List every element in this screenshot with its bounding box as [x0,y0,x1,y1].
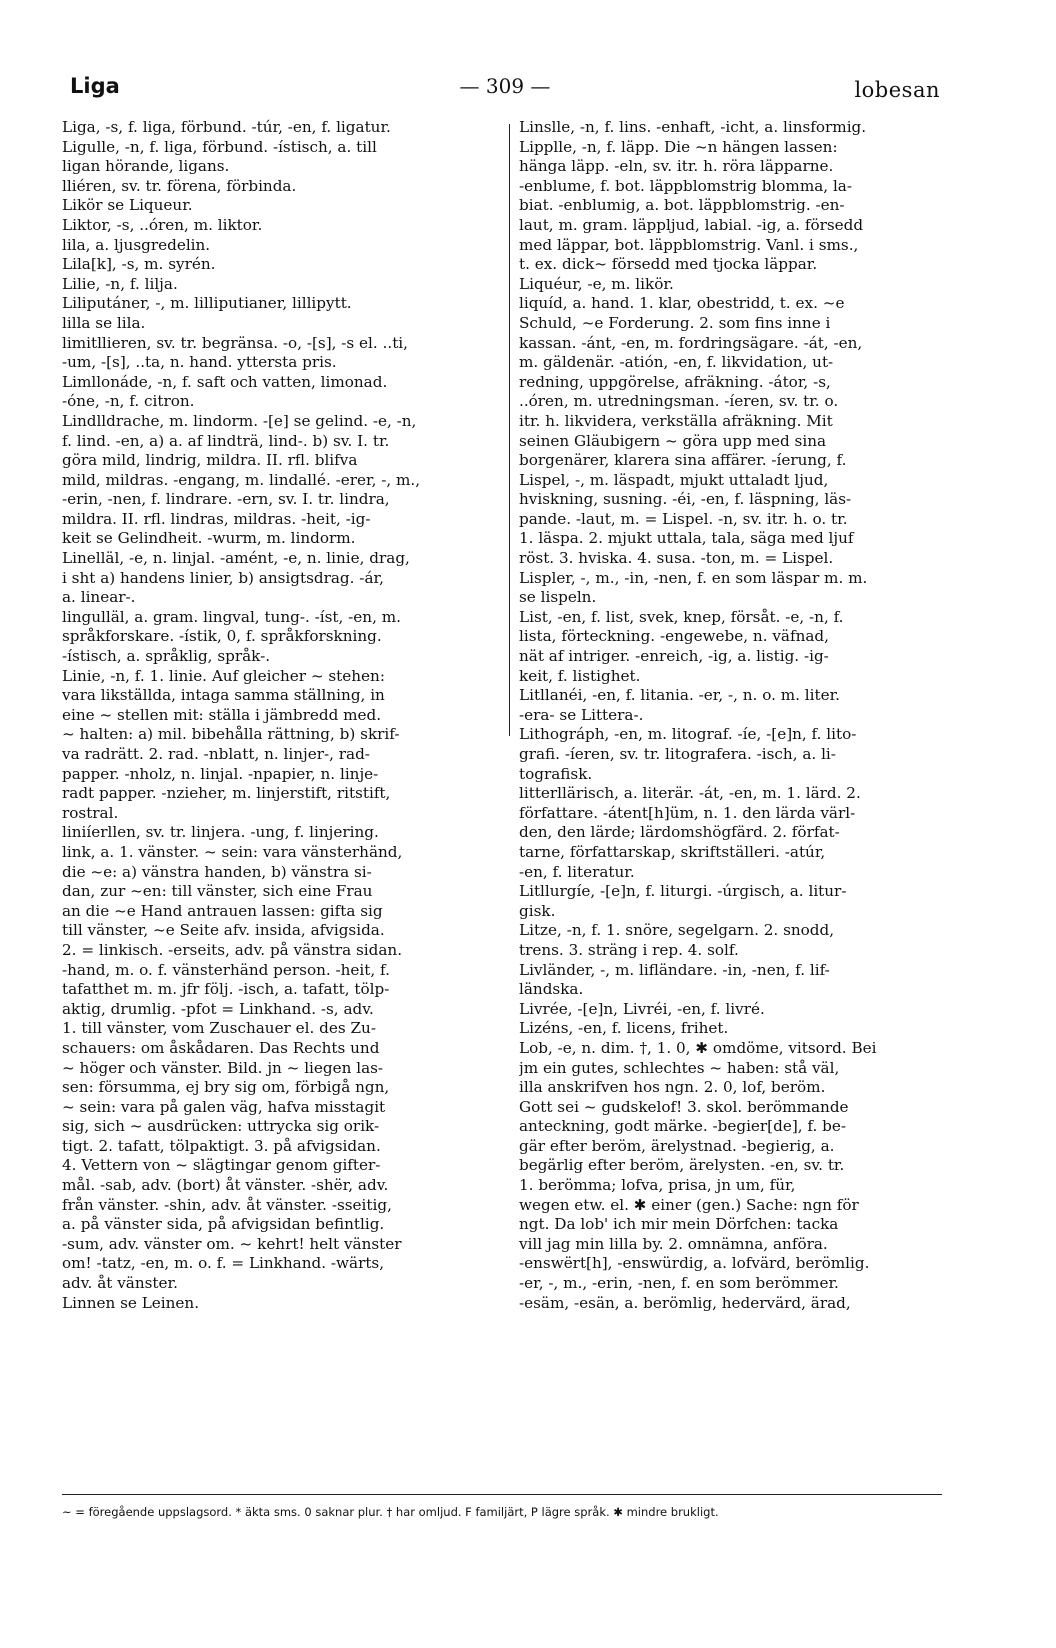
dictionary-line: ngt. Da lob' ich mir mein Dörfchen: tacka [519,1215,839,1234]
dictionary-line: Litllanéi, -en, f. litania. -er, -, n. o. m. liter. [519,686,841,705]
dictionary-line: m. gäldenär. -atión, -en, f. likvidation, ut- [519,353,834,372]
dictionary-line: tarne, författarskap, skriftställeri. -atúr, [519,842,826,861]
dictionary-line: språkforskare. -ístik, 0, f. språkforskning. [62,627,382,646]
dictionary-line: lilla se lila. [62,313,146,332]
dictionary-line: dan, zur ~en: till vänster, sich eine Frau [62,882,373,901]
dictionary-line: -er, -, m., -erin, -nen, f. en som berömmer. [519,1274,839,1293]
dictionary-line: papper. -nholz, n. linjal. -npapier, n. linje- [62,764,379,783]
dictionary-line: redning, uppgörelse, afräkning. -átor, -s, [519,372,831,391]
dictionary-line: Linslle, -n, f. lins. -enhaft, -icht, a. linsformig. [519,118,867,136]
footnote-legend: ~ = föregående uppslagsord. * äkta sms. 0 saknar plur. † har omljud. F familjärt, P lägre språk. ✱ mindre brukligt. [62,1505,719,1519]
dictionary-line: gär efter beröm, ärelystnad. -begierig, a. [519,1136,835,1155]
dictionary-line: Lithográph, -en, m. litograf. -íe, -[e]n, f. lito- [519,725,857,744]
dictionary-line: link, a. 1. vänster. ~ sein: vara vänsterhänd, [62,842,403,861]
dictionary-line: Limllonáde, -n, f. saft och vatten, limonad. [62,372,388,391]
dictionary-line: mildra. II. rfl. lindras, mildras. -heit, -ig- [62,509,371,528]
dictionary-line: Livländer, -, m. lifländare. -in, -nen, f. lif- [519,960,830,979]
dictionary-line: -sum, adv. vänster om. ~ kehrt! helt vänster [62,1234,402,1253]
dictionary-line: Lipplle, -n, f. läpp. Die ~n hängen lassen: [519,137,838,156]
dictionary-line: grafi. -íeren, sv. tr. litografera. -isch, a. li- [519,745,836,763]
dictionary-line: sen: försumma, ej bry sig om, förbigå ngn, [62,1078,390,1097]
dictionary-line: röst. 3. hviska. 4. susa. -ton, m. = Lispel. [519,549,834,568]
dictionary-line: ~ höger och vänster. Bild. jn ~ liegen las- [62,1058,384,1077]
dictionary-line: -enswërt[h], -enswürdig, a. lofvärd, berömlig. [519,1254,870,1273]
dictionary-line: Likör se Liqueur. [62,196,193,215]
dictionary-line: t. ex. dick~ försedd med tjocka läppar. [519,255,818,274]
dictionary-line: tigt. 2. tafatt, tölpaktigt. 3. på afvigsidan. [62,1136,381,1155]
dictionary-line: -óne, -n, f. citron. [62,392,195,411]
dictionary-line: -hand, m. o. f. vänsterhänd person. -heit, f. [62,960,390,979]
dictionary-line: begärlig efter beröm, ärelysten. -en, sv. tr. [519,1156,845,1175]
dictionary-line: anteckning, godt märke. -begier[de], f. be- [519,1117,846,1136]
dictionary-line: List, -en, f. list, svek, knep, försåt. -e, -n, f. [519,607,844,626]
dictionary-line: Litllurgíe, -[e]n, f. liturgi. -úrgisch, a. litur- [519,882,847,901]
dictionary-line: Lilie, -n, f. lilja. [62,274,178,293]
dictionary-line: limitllieren, sv. tr. begränsa. -o, -[s], -s el. ..ti, [62,333,408,352]
dictionary-line: lingulläl, a. gram. lingval, tung-. -íst, -en, m. [62,607,401,626]
dictionary-line: -um, -[s], ..ta, n. hand. yttersta pris. [62,353,337,372]
dictionary-line: trens. 3. sträng i rep. 4. solf. [519,940,739,959]
dictionary-line: laut, m. gram. läppljud, labial. -ig, a. försedd [519,215,864,234]
dictionary-line: Schuld, ~e Forderung. 2. som fins inne i [519,313,831,332]
header-guide-word-right: lobesan [854,78,940,102]
dictionary-line: mild, mildras. -engang, m. lindallé. -erer, -, m., [62,470,421,489]
dictionary-line: Lizéns, -en, f. licens, frihet. [519,1019,729,1038]
dictionary-line: rostral. [62,803,119,822]
dictionary-line: gisk. [519,901,556,920]
footnote-rule [62,1494,942,1495]
dictionary-line: seinen Gläubigern ~ göra upp med sina [519,431,827,450]
dictionary-line: -enblume, f. bot. läppblomstrig blomma, la- [519,176,852,195]
dictionary-line: med läppar, bot. läppblomstrig. Vanl. i sms., [519,235,859,254]
dictionary-line: mål. -sab, adv. (bort) åt vänster. -shër, adv. [62,1176,389,1195]
dictionary-line: 4. Vettern von ~ slägtingar genom gifter- [62,1156,381,1175]
dictionary-line: sig, sich ~ ausdrücken: uttrycka sig orik- [62,1117,380,1136]
dictionary-line: 1. till vänster, vom Zuschauer el. des Zu- [62,1019,376,1038]
dictionary-line: die ~e: a) vänstra handen, b) vänstra si- [62,862,372,881]
dictionary-line: från vänster. -shin, adv. åt vänster. -sseitig, [62,1195,392,1214]
dictionary-line: Livrée, -[e]n, Livréi, -en, f. livré. [519,999,765,1018]
dictionary-line: Linie, -n, f. 1. linie. Auf gleicher ~ stehen: [62,666,385,685]
dictionary-line: -era- se Littera-. [519,705,644,724]
dictionary-line: lista, förteckning. -engewebe, n. väfnad, [519,627,829,646]
dictionary-line: adv. åt vänster. [62,1274,178,1293]
dictionary-line: jm ein gutes, schlechtes ~ haben: stå väl, [519,1058,840,1077]
dictionary-line: Lila[k], -s, m. syrén. [62,255,216,274]
dictionary-line: illa anskrifven hos ngn. 2. 0, lof, beröm. [519,1078,826,1097]
dictionary-line: ligan hörande, ligans. [62,157,230,176]
dictionary-line: Linelläl, -e, n. linjal. -amént, -e, n. linie, drag, [62,549,410,568]
dictionary-line: liquíd, a. hand. 1. klar, obestridd, t. ex. ~e [519,294,845,313]
dictionary-line: lliéren, sv. tr. förena, förbinda. [62,176,297,195]
dictionary-line: se lispeln. [519,588,597,607]
dictionary-line: Lispler, -, m., -in, -nen, f. en som läspar m. m. [519,568,868,587]
dictionary-line: a. på vänster sida, på afvigsidan befintlig. [62,1215,385,1234]
dictionary-line: tografisk. [519,764,593,783]
dictionary-line: f. lind. -en, a) a. af lindträ, lind-. b) sv. I. tr. [62,431,390,450]
dictionary-line: radt papper. -nzieher, m. linjerstift, ritstift, [62,784,391,803]
dictionary-line: eine ~ stellen mit: ställa i jämbredd med. [62,705,382,724]
dictionary-line: ..óren, m. utredningsman. -íeren, sv. tr. o. [519,392,839,411]
dictionary-line: Lob, -e, n. dim. †, 1. 0, ✱ omdöme, vitsord. Bei [519,1038,877,1057]
dictionary-line: hänga läpp. -eln, sv. itr. h. röra läpparne. [519,157,834,176]
dictionary-line: itr. h. likvidera, verkställa afräkning. Mit [519,411,833,430]
dictionary-line: schauers: om åskådaren. Das Rechts und [62,1038,380,1057]
dictionary-line: Liliputáner, -, m. lilliputianer, lillipytt. [62,294,352,313]
dictionary-line: keit, f. listighet. [519,666,641,685]
dictionary-line: Litze, -n, f. 1. snöre, segelgarn. 2. snodd, [519,921,835,940]
dictionary-line: om! -tatz, -en, m. o. f. = Linkhand. -wärts, [62,1254,385,1273]
dictionary-line: Ligulle, -n, f. liga, förbund. -ístisch, a. till [62,137,377,156]
dictionary-line: till vänster, ~e Seite afv. insida, afvigsida. [62,921,385,940]
left-column [62,118,502,1313]
dictionary-line: pande. -laut, m. = Lispel. -n, sv. itr. h. o. tr. [519,509,848,528]
dictionary-line: ~ halten: a) mil. bibehålla rättning, b) skrif- [62,725,400,744]
dictionary-line: Linnen se Leinen. [62,1293,200,1312]
dictionary-line: an die ~e Hand antrauen lassen: gifta sig [62,901,383,920]
dictionary-line: ländska. [519,980,584,999]
dictionary-line: ~ sein: vara på galen väg, hafva misstagit [62,1097,386,1116]
right-column [519,118,945,1313]
dictionary-line: kassan. -ánt, -en, m. fordringsägare. -át, -en, [519,333,863,352]
dictionary-line: i sht a) handens linier, b) ansigtsdrag. -ár, [62,568,384,587]
dictionary-line: Lispel, -, m. läspadt, mjukt uttaladt ljud, [519,470,829,489]
dictionary-line: litterllärisch, a. literär. -át, -en, m. 1. lärd. 2. [519,784,861,803]
page-number: — 309 — [459,74,551,98]
dictionary-line: 2. = linkisch. -erseits, adv. på vänstra sidan. [62,940,403,959]
dictionary-line: -esäm, -esän, a. berömlig, hedervärd, ärad, [519,1293,851,1312]
column-divider [509,124,510,736]
dictionary-line: Lindlldrache, m. lindorm. -[e] se gelind. -e, -n, [62,411,417,430]
dictionary-line: den, den lärde; lärdomshögfärd. 2. förfat- [519,823,840,842]
dictionary-line: keit se Gelindheit. -wurm, m. lindorm. [62,529,356,548]
dictionary-line: a. linear-. [62,588,136,607]
dictionary-line: wegen etw. el. ✱ einer (gen.) Sache: ngn för [519,1195,859,1214]
page-header [70,74,940,106]
dictionary-line: Liga, -s, f. liga, förbund. -túr, -en, f. ligatur. [62,118,391,136]
header-guide-word-left: Liga [70,74,120,98]
dictionary-line: tafatthet m. m. jfr följ. -isch, a. tafatt, tölp- [62,980,390,999]
dictionary-line: 1. berömma; lofva, prisa, jn um, für, [519,1176,796,1195]
dictionary-line: aktig, drumlig. -pfot = Linkhand. -s, adv. [62,999,374,1018]
dictionary-line: -erin, -nen, f. lindrare. -ern, sv. I. tr. lindra, [62,490,390,509]
dictionary-line: -en, f. literatur. [519,862,635,881]
dictionary-line: Liquéur, -e, m. likör. [519,274,674,293]
dictionary-line: borgenärer, klarera sina affärer. -íerung, f. [519,451,847,470]
dictionary-line: liniíerllen, sv. tr. linjera. -ung, f. linjering. [62,823,379,842]
dictionary-line: lila, a. ljusgredelin. [62,235,211,254]
dictionary-line: hviskning, susning. -éi, -en, f. läspning, läs- [519,490,852,509]
dictionary-line: författare. -átent[h]üm, n. 1. den lärda värl- [519,803,856,822]
dictionary-line: Gott sei ~ gudskelof! 3. skol. berömmande [519,1097,849,1116]
dictionary-line: 1. läspa. 2. mjukt uttala, tala, säga med ljuf [519,529,854,548]
dictionary-line: va radrätt. 2. rad. -nblatt, n. linjer-, rad- [62,745,370,763]
dictionary-line: Liktor, -s, ..óren, m. liktor. [62,215,263,234]
dictionary-line: göra mild, lindrig, mildra. II. rfl. blifva [62,451,358,470]
dictionary-line: biat. -enblumig, a. bot. läppblomstrig. -en- [519,196,845,215]
dictionary-line: vill jag min lilla by. 2. omnämna, anföra. [519,1234,828,1253]
dictionary-line: nät af intriger. -enreich, -ig, a. listig. -ig- [519,647,829,666]
dictionary-line: -ístisch, a. språklig, språk-. [62,647,271,666]
dictionary-line: vara likställda, intaga samma ställning, in [62,686,385,705]
